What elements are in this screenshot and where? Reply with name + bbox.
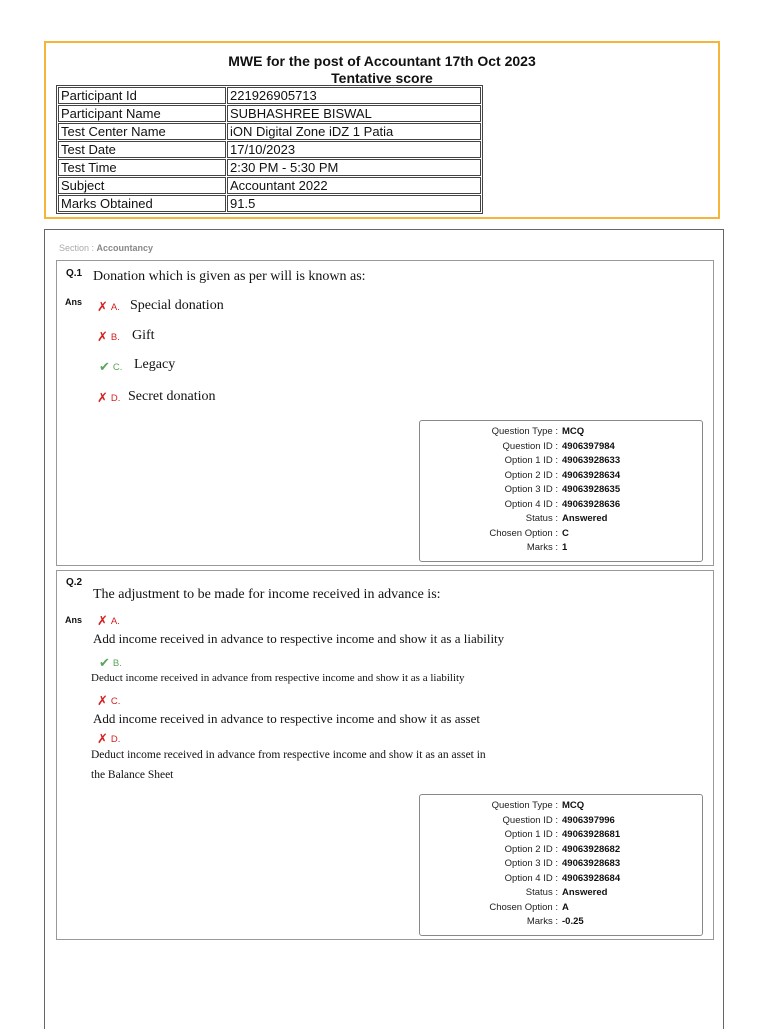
score-card (44, 41, 720, 219)
meta-value: 49063928681 (562, 829, 621, 840)
table-row (58, 159, 481, 176)
meta-key: Option 2 ID : (505, 469, 558, 483)
option-text: Legacy (134, 357, 176, 372)
option-letter: D. (110, 734, 121, 745)
option-text: Secret donation (128, 389, 216, 404)
exam-title: MWE for the post of Accountant 17th Oct 2023 (228, 53, 536, 69)
score-subtitle: Tentative score (331, 70, 433, 86)
table-row (58, 87, 481, 104)
option-text: Add income received in advance to respective income and show it as a liability (93, 631, 505, 646)
option-text: Add income received in advance to respective income and show it as asset (93, 711, 480, 726)
meta-row (420, 498, 702, 512)
info-key: Marks Obtained (58, 195, 226, 212)
meta-value: 49063928636 (562, 498, 621, 510)
option-marker (99, 655, 122, 671)
info-value: 91.5 (227, 195, 481, 212)
meta-row (420, 541, 702, 555)
option-letter: A. (110, 616, 120, 627)
meta-row (420, 799, 702, 813)
option-text: Gift (132, 328, 155, 343)
meta-value: MCQ (562, 800, 585, 811)
meta-key: Marks : (527, 541, 558, 555)
question-text: Donation which is given as per will is known as: (93, 269, 366, 284)
meta-key: Marks : (527, 915, 558, 929)
meta-key: Option 2 ID : (505, 843, 558, 857)
meta-value: 49063928683 (562, 858, 621, 869)
option-letter: C. (110, 696, 121, 707)
meta-value: 49063928634 (562, 469, 621, 481)
meta-value: 49063928682 (562, 843, 621, 855)
meta-key: Status : (526, 886, 558, 900)
meta-value: -0.25 (562, 916, 584, 927)
question-number: Q.2 (66, 577, 83, 588)
meta-value: Answered (562, 513, 608, 524)
meta-key: Status : (526, 512, 558, 526)
cross-icon: ✗ (97, 731, 108, 746)
meta-key: Question ID : (503, 814, 558, 828)
answer-label: Ans (65, 297, 83, 307)
option-marker (97, 329, 120, 345)
meta-value: 4906397996 (562, 814, 615, 826)
info-value: 2:30 PM - 5:30 PM (227, 159, 481, 176)
table-row (58, 123, 481, 140)
info-value: iON Digital Zone iDZ 1 Patia (227, 123, 481, 140)
checkmark-icon: ✔ (99, 655, 110, 670)
meta-key: Option 1 ID : (505, 828, 558, 842)
question-text: The adjustment to be made for income received in advance is: (93, 587, 441, 602)
info-value: 221926905713 (227, 87, 481, 104)
option-marker (97, 693, 120, 709)
question-meta-panel (419, 794, 703, 936)
option-text: Special donation (130, 298, 224, 313)
option-letter: D. (110, 393, 121, 404)
meta-row (420, 483, 702, 497)
meta-value: 49063928684 (562, 872, 621, 884)
question-meta-panel (419, 420, 703, 562)
meta-key: Option 4 ID : (505, 498, 558, 512)
meta-row (420, 872, 702, 886)
cross-icon: ✗ (97, 299, 108, 314)
option-marker (97, 613, 120, 629)
table-row (58, 141, 481, 158)
meta-value: A (562, 901, 569, 913)
cross-icon: ✗ (97, 693, 108, 708)
info-key: Subject (58, 177, 226, 194)
meta-value: C (562, 527, 569, 539)
meta-key: Option 3 ID : (505, 483, 558, 497)
cross-icon: ✗ (97, 613, 108, 628)
meta-row (420, 886, 702, 900)
meta-key: Chosen Option : (489, 901, 558, 915)
option-marker (97, 390, 120, 406)
meta-row (420, 915, 702, 929)
option-marker (99, 359, 122, 375)
meta-key: Question Type : (492, 799, 558, 813)
meta-key: Question ID : (503, 440, 558, 454)
option-text: Deduct income received in advance from respective income and show it as an asset in (91, 749, 486, 761)
meta-row (420, 425, 702, 439)
question-card (56, 570, 714, 940)
meta-value: MCQ (562, 426, 585, 437)
info-value: Accountant 2022 (227, 177, 481, 194)
meta-value: 4906397984 (562, 440, 615, 452)
info-key: Test Date (58, 141, 226, 158)
meta-value: 1 (562, 542, 568, 553)
table-row (58, 177, 481, 194)
info-key: Test Time (58, 159, 226, 176)
meta-key: Option 4 ID : (505, 872, 558, 886)
meta-key: Option 3 ID : (505, 857, 558, 871)
info-key: Test Center Name (58, 123, 226, 140)
cross-icon: ✗ (97, 329, 108, 344)
section-label (59, 243, 153, 253)
meta-row (420, 843, 702, 857)
question-number: Q.1 (66, 268, 83, 279)
answer-label: Ans (65, 615, 83, 625)
cross-icon: ✗ (97, 390, 108, 405)
option-marker (97, 299, 120, 315)
meta-key: Chosen Option : (489, 527, 558, 541)
meta-row (420, 440, 702, 454)
meta-row (420, 469, 702, 483)
option-text-continued: the Balance Sheet (91, 769, 174, 781)
meta-row (420, 814, 702, 828)
info-key: Participant Name (58, 105, 226, 122)
meta-row (420, 454, 702, 468)
option-marker (97, 731, 120, 747)
table-row (58, 105, 481, 122)
option-letter: C. (112, 362, 123, 373)
meta-value: Answered (562, 887, 608, 898)
option-letter: B. (110, 332, 120, 343)
meta-value: 49063928633 (562, 455, 621, 466)
meta-value: 49063928635 (562, 484, 621, 495)
meta-key: Option 1 ID : (505, 454, 558, 468)
participant-info-table (56, 85, 483, 214)
info-value: 17/10/2023 (227, 141, 481, 158)
option-text: Deduct income received in advance from respective income and show it as a liability (91, 672, 465, 684)
section-name: Accountancy (96, 243, 154, 253)
meta-row (420, 828, 702, 842)
checkmark-icon: ✔ (99, 359, 110, 374)
meta-row (420, 527, 702, 541)
meta-row (420, 512, 702, 526)
meta-row (420, 857, 702, 871)
table-row (58, 195, 481, 212)
info-value: SUBHASHREE BISWAL (227, 105, 481, 122)
section-container (44, 229, 724, 1029)
meta-key: Question Type : (492, 425, 558, 439)
question-card (56, 260, 714, 566)
option-letter: B. (112, 658, 122, 669)
meta-row (420, 901, 702, 915)
info-key: Participant Id (58, 87, 226, 104)
option-letter: A. (110, 302, 120, 313)
section-prefix: Section : (59, 243, 97, 253)
